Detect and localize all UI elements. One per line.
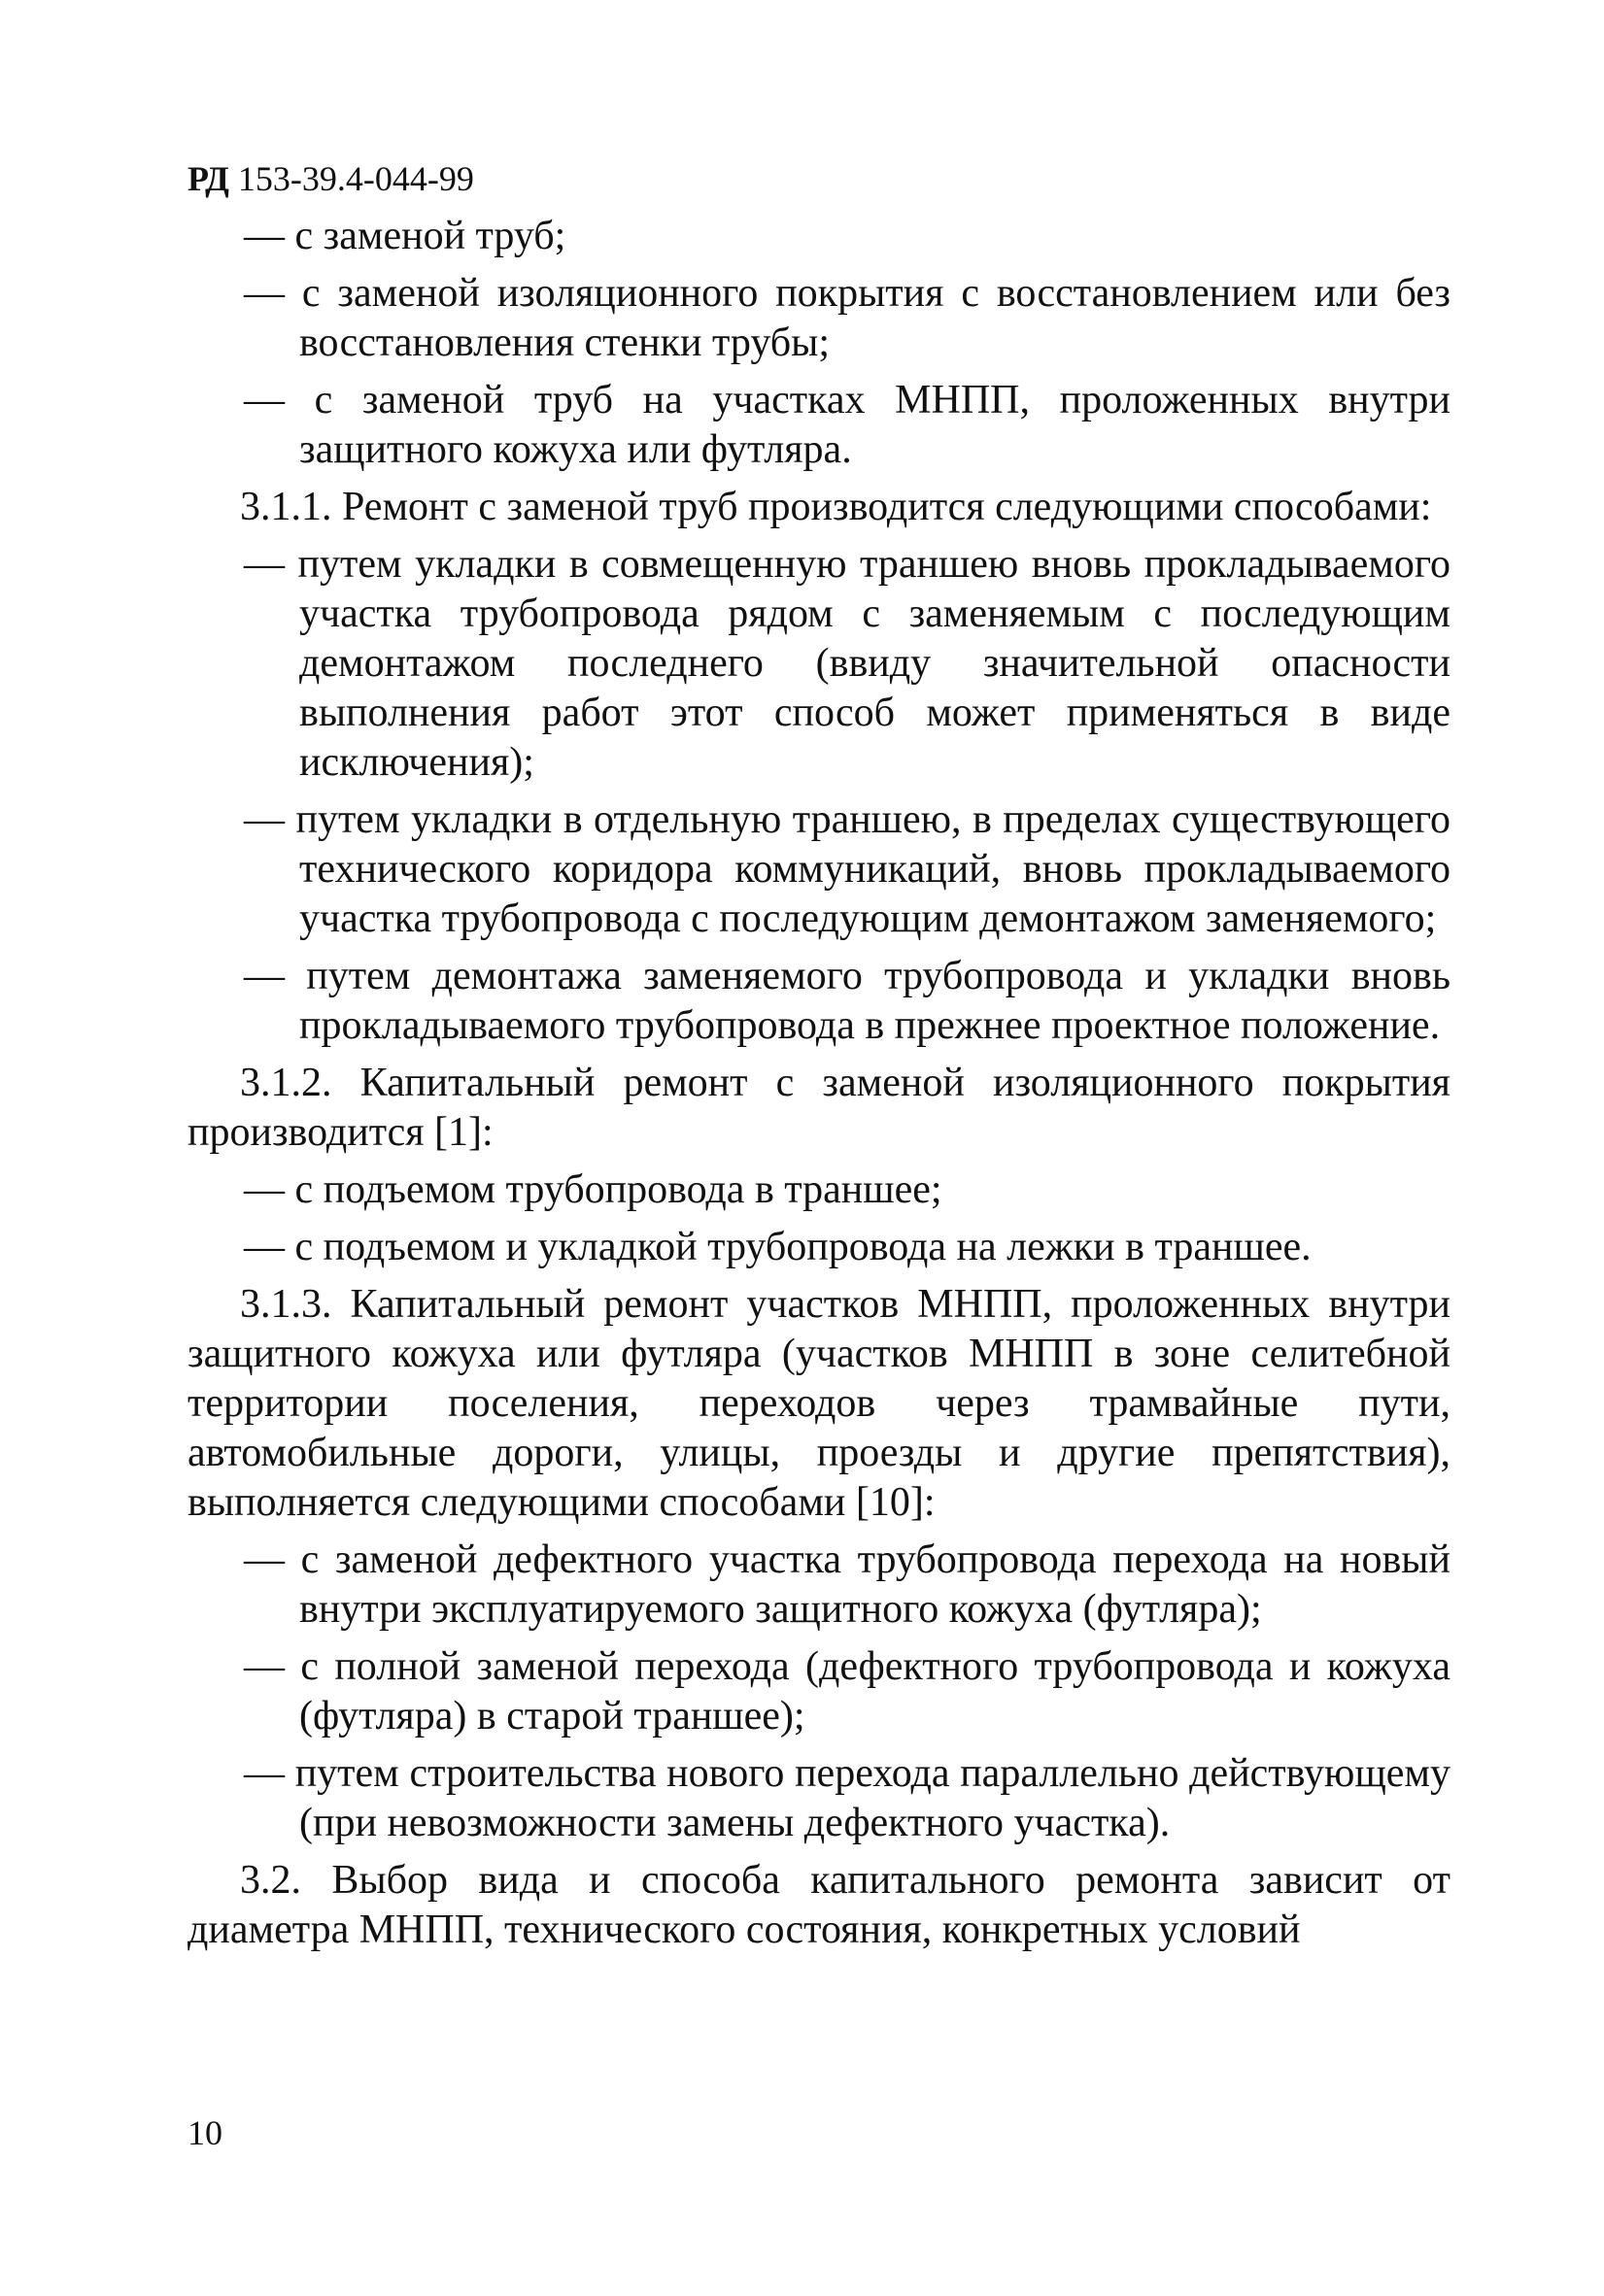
paragraph: 3.2. Выбор вида и способа капитального ремонта зависит от диаметра МНПП, технического состояния, конкретных условий bbox=[188, 1858, 1450, 1952]
document-body bbox=[188, 212, 1450, 1963]
document-number: 153-39.4-044-99 bbox=[237, 159, 474, 198]
document-header bbox=[188, 155, 474, 202]
list-item: — путем строительства нового перехода параллельно действующему (при невозможности замены дефектного участка). bbox=[244, 1751, 1450, 1845]
page-number: 10 bbox=[188, 2113, 222, 2152]
list-item: — с подъемом трубопровода в траншее; bbox=[244, 1167, 942, 1212]
list-item: — с заменой труб; bbox=[244, 214, 566, 258]
list-item: — с заменой дефектного участка трубопровода перехода на новый внутри эксплуатируемого защитного кожуха (футляра); bbox=[244, 1537, 1450, 1632]
paragraph: 3.1.3. Капитальный ремонт участков МНПП, проложенных внутри защитного кожуха или футляра (участков МНПП в зоне селитебной территории поселения, переходов через трамвайные пути, автомобильные дороги, улицы, проезды и другие препятствия), выполняется следующими способами [10]: bbox=[188, 1282, 1450, 1525]
list-item: — путем демонтажа заменяемого трубопровода и укладки вновь прокладываемого трубопровода в прежнее проектное положение. bbox=[244, 954, 1450, 1048]
list-item: — с полной заменой перехода (дефектного трубопровода и кожуха (футляра) в старой траншее); bbox=[244, 1644, 1450, 1739]
list-item: — путем укладки в совмещенную траншею вновь прокладываемого участка трубопровода рядом с заменяемым с последующим демонтажом последнего (ввиду значительной опасности выполнения работ этот способ может применяться в виде исключения); bbox=[244, 542, 1450, 785]
list-item: — путем укладки в отдельную траншею, в пределах существующего технического коридора коммуникаций, вновь прокладываемого участка трубопровода с последующим демонтажом заменяемого; bbox=[244, 797, 1450, 941]
paragraph: 3.1.2. Капитальный ремонт с заменой изоляционного покрытия производится [1]: bbox=[188, 1061, 1450, 1155]
document-code: РД bbox=[188, 159, 229, 198]
list-item: — с заменой изоляционного покрытия с восстановлением или без восстановления стенки трубы; bbox=[244, 271, 1450, 365]
list-item: — с подъемом и укладкой трубопровода на лежки в траншее. bbox=[244, 1225, 1312, 1269]
paragraph: 3.1.1. Ремонт с заменой труб производится следующими способами: bbox=[240, 485, 1432, 529]
list-item: — с заменой труб на участках МНПП, проложенных внутри защитного кожуха или футляра. bbox=[244, 378, 1450, 472]
